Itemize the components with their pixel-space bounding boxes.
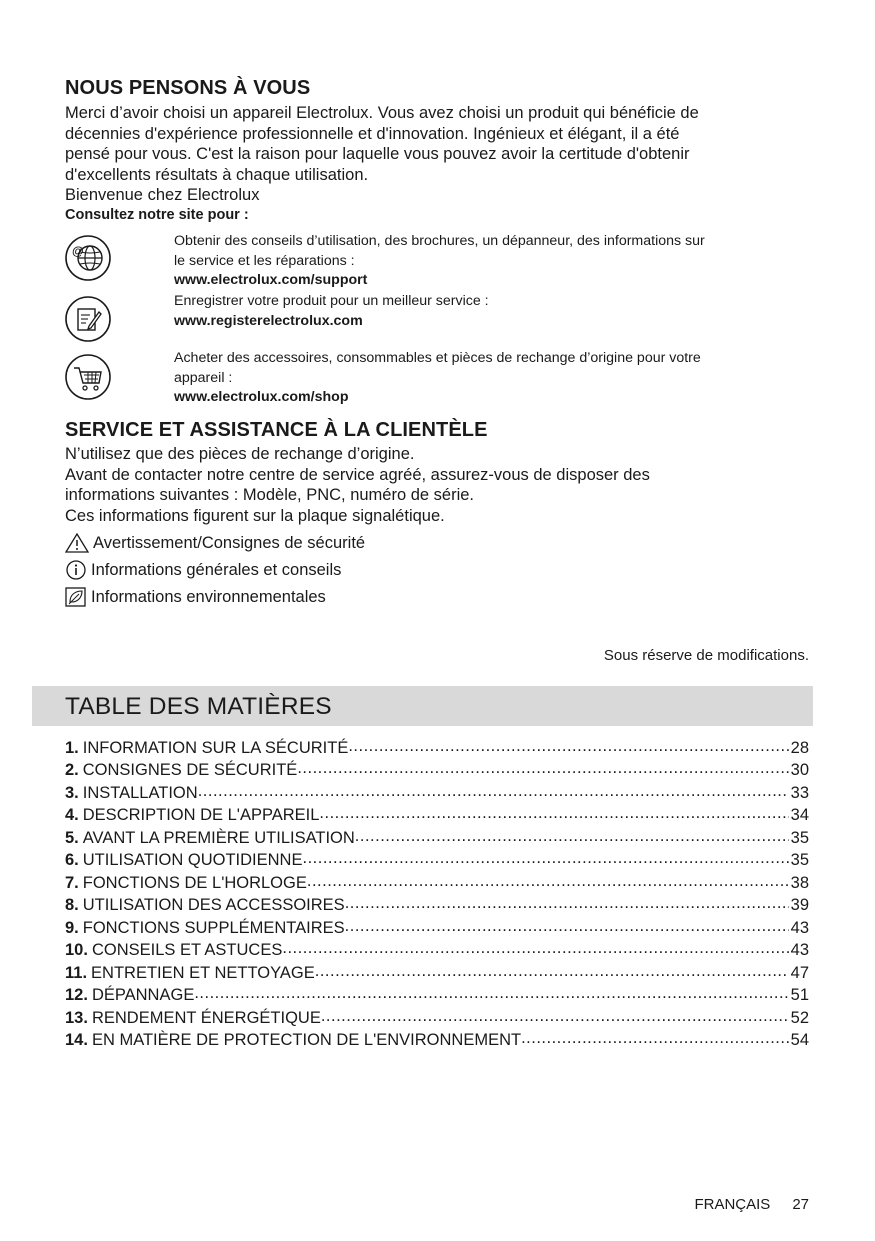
intro-line: Bienvenue chez Electrolux (65, 186, 260, 205)
toc-item[interactable] (65, 1006, 809, 1029)
toc-label: CONSIGNES DE SÉCURITÉ (82, 761, 298, 779)
toc-item[interactable] (65, 736, 809, 759)
toc-leader (355, 826, 789, 843)
toc-label: CONSEILS ET ASTUCES (91, 941, 283, 959)
intro-line: décennies d'expérience professionnelle et d'innovation. Ingénieux et élégant, il a été (65, 124, 680, 143)
svg-text:@: @ (72, 244, 84, 258)
toc-leader (348, 736, 788, 753)
toc-item[interactable] (65, 894, 809, 917)
toc-label: DÉPANNAGE (91, 986, 195, 1004)
toc-page: 52 (790, 1008, 809, 1027)
toc-leader (194, 984, 788, 1001)
contact-support (174, 232, 814, 291)
service-text (65, 444, 805, 526)
toc-page: 39 (790, 896, 809, 914)
toc-number: 8. (65, 896, 79, 914)
reserve-note: Sous réserve de modifications. (603, 647, 809, 664)
environment-leaf-icon (65, 587, 87, 607)
toc-item[interactable] (65, 759, 809, 782)
service-line: informations suivantes : Modèle, PNC, numéro de série. (65, 486, 475, 505)
toc-leader (321, 1006, 789, 1023)
toc-number: 11. (65, 963, 88, 982)
toc-leader (315, 961, 789, 978)
contact-register (174, 292, 814, 331)
shop-link[interactable]: www.electrolux.com/shop (174, 389, 349, 405)
toc-title: TABLE DES MATIÈRES (65, 693, 332, 720)
toc-label: ENTRETIEN ET NETTOYAGE (91, 963, 315, 982)
toc-item[interactable] (65, 781, 809, 804)
contact-text: Acheter des accessoires, consommables et pièces de rechange d’origine pour votre (174, 350, 701, 366)
toc-label: FONCTIONS SUPPLÉMENTAIRES (82, 918, 345, 937)
intro-line: pensé pour vous. C'est la raison pour laquelle vous pouvez avoir la certitude d'obtenir (65, 145, 690, 164)
toc-number: 7. (65, 873, 79, 892)
register-link[interactable]: www.registerelectrolux.com (174, 312, 363, 329)
toc-item[interactable] (65, 871, 809, 894)
footer-page-number: 27 (792, 1196, 809, 1213)
globe-at-icon (64, 234, 112, 282)
toc-label: INSTALLATION (82, 783, 198, 802)
toc-item[interactable] (65, 826, 809, 849)
toc-number: 5. (65, 828, 79, 847)
toc-label: INFORMATION SUR LA SÉCURITÉ (82, 738, 349, 757)
service-line: N’utilisez que des pièces de rechange d’origine. (65, 445, 415, 463)
toc-leader (302, 849, 788, 866)
toc-number: 2. (65, 761, 79, 779)
toc-item[interactable] (65, 849, 809, 872)
contact-text: Obtenir des conseils d’utilisation, des brochures, un dépanneur, des informations sur (174, 233, 705, 249)
toc-page: 30 (790, 761, 809, 779)
toc-item[interactable] (65, 916, 809, 939)
toc-page: 35 (790, 828, 809, 847)
site-label: Consultez notre site pour : (65, 207, 249, 223)
shopping-cart-icon (64, 353, 112, 401)
toc-page: 43 (790, 918, 809, 937)
toc-page: 54 (790, 1031, 809, 1049)
info-circle-icon (65, 560, 87, 580)
toc-label: RENDEMENT ÉNERGÉTIQUE (91, 1008, 321, 1027)
toc-list (65, 736, 809, 1051)
support-link[interactable]: www.electrolux.com/support (174, 272, 368, 288)
toc-page: 35 (790, 851, 809, 869)
toc-item[interactable] (65, 961, 809, 984)
toc-leader (282, 939, 788, 956)
register-edit-icon (64, 295, 112, 343)
contact-shop (174, 349, 814, 408)
toc-item[interactable] (65, 939, 809, 962)
toc-label: UTILISATION DES ACCESSOIRES (82, 896, 345, 914)
intro-text (65, 103, 805, 206)
contact-text: Enregistrer votre produit pour un meilleur service : (174, 293, 489, 309)
toc-label: UTILISATION QUOTIDIENNE (82, 851, 303, 869)
contact-text: le service et les réparations : (174, 252, 355, 269)
toc-number: 1. (65, 738, 79, 757)
toc-page: 33 (790, 783, 809, 802)
toc-page: 34 (790, 806, 809, 824)
toc-number: 10. (65, 941, 88, 959)
footer-language: FRANÇAIS (694, 1196, 771, 1213)
toc-leader (307, 871, 789, 888)
service-line: Ces informations figurent sur la plaque signalétique. (65, 506, 445, 525)
toc-label: EN MATIÈRE DE PROTECTION DE L'ENVIRONNEMENT (91, 1031, 522, 1049)
toc-item[interactable] (65, 1029, 809, 1052)
toc-number: 3. (65, 783, 79, 802)
legend-environment (65, 587, 326, 607)
intro-line: Merci d’avoir choisi un appareil Electrolux. Vous avez choisi un produit qui bénéficie de (65, 104, 699, 122)
toc-leader (521, 1029, 789, 1046)
contact-text: appareil : (174, 369, 233, 386)
toc-number: 4. (65, 806, 79, 824)
legend-info (65, 560, 341, 580)
toc-label: DESCRIPTION DE L'APPAREIL (82, 806, 320, 824)
legend-label: Informations générales et conseils (91, 560, 342, 579)
toc-number: 13. (65, 1008, 88, 1027)
toc-number: 12. (65, 986, 88, 1004)
legend-label: Avertissement/Consignes de sécurité (93, 533, 366, 552)
service-heading: SERVICE ET ASSISTANCE À LA CLIENTÈLE (65, 419, 488, 441)
page-footer (694, 1196, 809, 1213)
toc-page: 38 (790, 873, 809, 892)
toc-page: 28 (790, 738, 809, 757)
toc-item[interactable] (65, 804, 809, 827)
toc-label: FONCTIONS DE L'HORLOGE (82, 873, 307, 892)
intro-line: d'excellents résultats à chaque utilisation. (65, 165, 369, 184)
toc-leader (297, 759, 788, 776)
toc-item[interactable] (65, 984, 809, 1007)
service-line: Avant de contacter notre centre de service agréé, assurez-vous de disposer des (65, 465, 650, 484)
toc-leader (198, 781, 789, 798)
toc-number: 9. (65, 918, 79, 937)
toc-number: 6. (65, 851, 79, 869)
legend-warning (65, 533, 365, 553)
toc-leader (345, 916, 789, 933)
toc-page: 47 (790, 963, 809, 982)
toc-number: 14. (65, 1031, 88, 1049)
toc-label: AVANT LA PREMIÈRE UTILISATION (82, 828, 355, 847)
intro-heading: NOUS PENSONS À VOUS (65, 77, 311, 99)
toc-leader (319, 804, 788, 821)
warning-triangle-icon (65, 533, 89, 553)
toc-page: 43 (790, 941, 809, 959)
toc-page: 51 (790, 986, 809, 1004)
toc-leader (345, 894, 789, 911)
legend-label: Informations environnementales (91, 587, 326, 606)
